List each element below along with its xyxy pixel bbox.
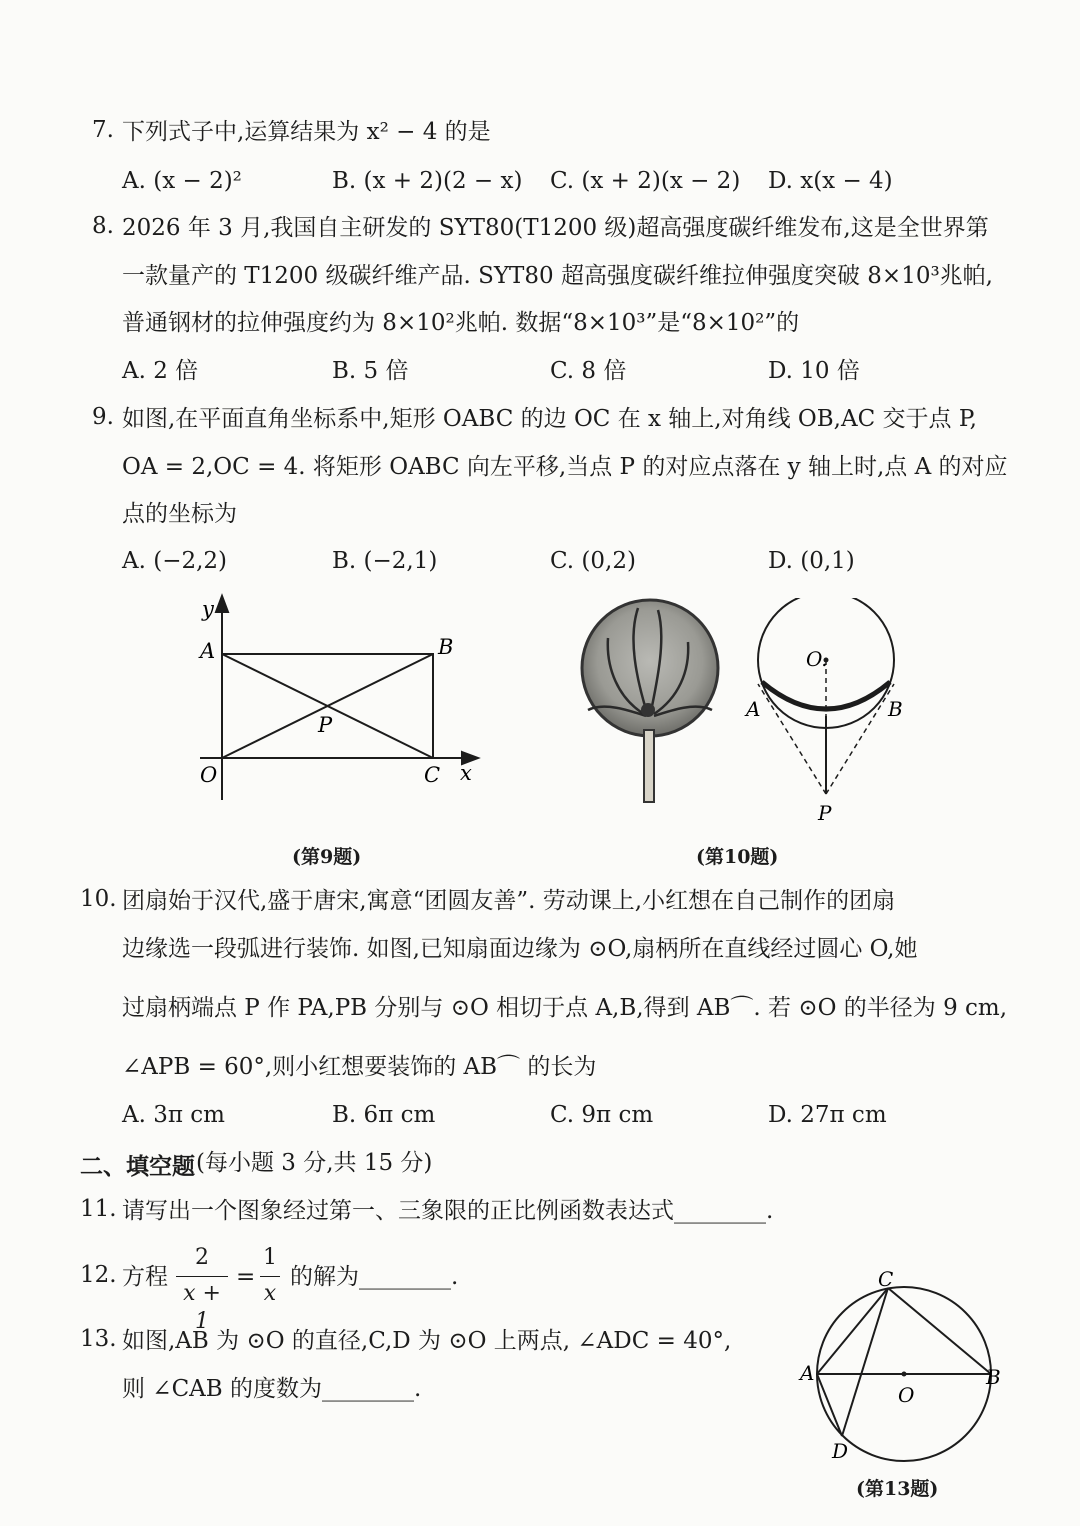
figure-q10-caption: (第10题) [696,846,779,868]
q9-option-d: D. (0,1) [768,548,855,574]
label-o: O [898,1383,915,1407]
q9-option-a: A. (−2,2) [122,548,228,574]
figure-q13-circle [796,1266,1012,1466]
q9-option-c: C. (0,2) [550,548,636,574]
label-p: P [818,801,832,825]
q10-number: 10. [80,886,117,912]
section-2-note: (每小题 3 分,共 15 分) [196,1150,433,1176]
label-a: A [200,639,216,663]
q8-option-b: B. 5 倍 [332,358,409,384]
q10-line-4: ∠APB = 60°,则小红想要装饰的 AB⌒ 的长为 [122,1054,597,1080]
q9-option-b: B. (−2,1) [332,548,438,574]
fan-handle [644,730,654,802]
q13-line-1: 如图,AB 为 ⊙O 的直径,C,D 为 ⊙O 上两点, ∠ADC = 40°, [122,1328,732,1354]
q8-option-d: D. 10 倍 [768,358,860,384]
chord-ad [817,1374,842,1436]
q10-option-a: A. 3π cm [122,1102,225,1128]
label-b: B [986,1365,1001,1389]
label-x: x [460,761,472,785]
label-y: y [202,597,214,621]
q8-line-3: 普通钢材的拉伸强度约为 8×10²兆帕. 数据“8×10³”是“8×10²”的 [122,310,800,336]
q7-option-d: D. x(x − 4) [768,168,893,194]
q9-line-2: OA = 2,OC = 4. 将矩形 OABC 向左平移,当点 P 的对应点落在 y 轴上时,点 A 的对应 [122,454,1008,480]
q8-line-1: 2026 年 3 月,我国自主研发的 SYT80(T1200 级)超高强度碳纤维发布,这是全世界第 [122,215,989,241]
center-dot [902,1372,907,1377]
q12-fraction-2-denominator: x [263,1281,277,1306]
y-axis-arrow [216,596,228,612]
q12-equals: = [236,1264,256,1290]
figure-q9-caption: (第9题) [292,846,362,868]
label-a: A [800,1361,815,1385]
q12-fraction-2-bar [260,1276,280,1277]
label-c: C [878,1267,894,1291]
q7-number: 7. [92,117,114,143]
q8-option-c: C. 8 倍 [550,358,627,384]
label-c: C [424,763,441,787]
figure-q10-fan-photo [578,598,723,808]
q7-option-b: B. (x + 2)(2 − x) [332,168,523,194]
q7-option-a: A. (x − 2)² [122,168,242,194]
q9-number: 9. [92,404,114,430]
q10-line-1: 团扇始于汉代,盛于唐宋,寓意“团圆友善”. 劳动课上,小红想在自己制作的团扇 [122,888,896,914]
q9-line-1: 如图,在平面直角坐标系中,矩形 OABC 的边 OC 在 x 轴上,对角线 OB,AC 交于点 P, [122,406,977,432]
q10-option-d: D. 27π cm [768,1102,887,1128]
arc-ab [762,682,890,709]
q11-text: 请写出一个图象经过第一、三象限的正比例函数表达式________. [122,1198,774,1224]
q11-number: 11. [80,1196,117,1222]
label-d: D [832,1439,849,1463]
q10-line-3: 过扇柄端点 P 作 PA,PB 分别与 ⊙O 相切于点 A,B,得到 AB⌒. 若 ⊙O 的半径为 9 cm, [122,995,1008,1021]
q12-fraction-1-bar [176,1276,228,1277]
q12-fraction-1-denominator: x + 1 [183,1281,221,1334]
q13-line-2: 则 ∠CAB 的度数为________. [122,1376,422,1402]
figure-q13-caption: (第13题) [856,1478,939,1500]
q8-line-2: 一款量产的 T1200 级碳纤维产品. SYT80 超高强度碳纤维拉伸强度突破 8×10³兆帕, [122,263,993,289]
label-b: B [888,697,903,721]
q12-lead: 方程 [122,1264,168,1290]
q13-number: 13. [80,1326,117,1352]
q8-number: 8. [92,213,114,239]
chord-cd [842,1288,888,1436]
figure-q10-geometry [740,598,920,830]
q10-option-b: B. 6π cm [332,1102,436,1128]
label-b: B [438,635,454,659]
section-2-title: 二、填空题 [80,1153,195,1180]
q7-option-c: C. (x + 2)(x − 2) [550,168,741,194]
q8-option-a: A. 2 倍 [122,358,199,384]
q12-fraction-2-numerator: 1 [263,1245,277,1270]
q7-stem: 下列式子中,运算结果为 x² − 4 的是 [122,119,491,145]
q12-fraction-1-numerator: 2 [195,1245,209,1270]
q12-tail: 的解为________. [290,1264,459,1290]
chord-cb [888,1288,991,1374]
q9-line-3: 点的坐标为 [122,501,237,527]
label-p: P [318,713,333,737]
q12-number: 12. [80,1262,117,1288]
orchid-flower [641,703,655,717]
q10-line-2: 边缘选一段弧进行装饰. 如图,已知扇面边缘为 ⊙O,扇柄所在直线经过圆心 O,她 [122,936,918,962]
figure-q9-rectangle [180,590,500,810]
label-a: A [746,697,761,721]
q10-option-c: C. 9π cm [550,1102,654,1128]
label-o: O. [806,647,828,671]
label-o: O [200,763,218,787]
